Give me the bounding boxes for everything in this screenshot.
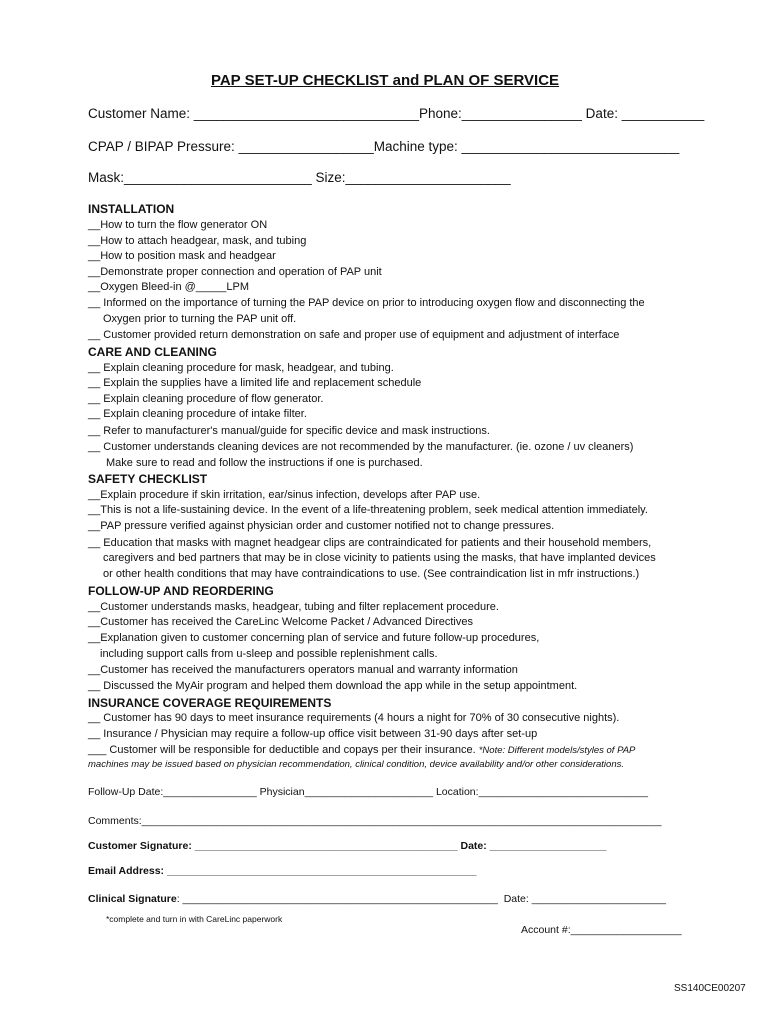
form-code: SS140CE00207 bbox=[674, 983, 746, 994]
followup-item: __Customer understands masks, headgear, tubing and filter replacement procedure. bbox=[88, 601, 499, 613]
followup-item-continued: including support calls from u-sleep and possible replenishment calls. bbox=[100, 648, 438, 660]
insurance-item: __ Insurance / Physician may require a follow-up office visit between 31-90 days after set-up bbox=[88, 728, 538, 740]
safety-heading: SAFETY CHECKLIST bbox=[88, 472, 208, 486]
insurance-heading: INSURANCE COVERAGE REQUIREMENTS bbox=[88, 696, 332, 710]
account-number-line: Account #:___________________ bbox=[521, 924, 682, 936]
insurance-note-continued: machines may be issued based on physician recommendation, clinical condition, device availability and/or other considerations. bbox=[88, 759, 624, 770]
followup-heading: FOLLOW-UP AND REORDERING bbox=[88, 584, 274, 598]
installation-item: __How to turn the flow generator ON bbox=[88, 219, 268, 231]
followup-item: __Customer has received the CareLinc Welcome Packet / Advanced Directives bbox=[88, 616, 473, 628]
installation-item: __How to position mask and headgear bbox=[88, 250, 276, 262]
insurance-item: __ Customer has 90 days to meet insurance requirements (4 hours a night for 70% of 30 consecutive nights). bbox=[88, 712, 620, 724]
clinical-signature-field: : ______________________________________________________ Date: _______________________ bbox=[176, 893, 667, 905]
customer-signature-field: _____________________________________________ bbox=[194, 840, 458, 852]
safety-item: __ Education that masks with magnet headgear clips are contraindicated for patients and their household members, bbox=[88, 537, 652, 549]
installation-item: __ Informed on the importance of turning the PAP device on prior to introducing oxygen flow and disconnecting the bbox=[88, 297, 645, 309]
followup-item: __ Discussed the MyAir program and helped them download the app while in the setup appointment. bbox=[88, 680, 578, 692]
care-item: __ Customer understands cleaning devices are not recommended by the manufacturer. (ie. ozone / uv cleaners) bbox=[88, 441, 634, 453]
complete-note: *complete and turn in with CareLinc paperwork bbox=[106, 914, 283, 924]
installation-item: __How to attach headgear, mask, and tubing bbox=[88, 235, 307, 247]
customer-info-line: Customer Name: ______________________________Phone:________________ Date: ___________ bbox=[88, 106, 705, 121]
pressure-machine-line: CPAP / BIPAP Pressure: __________________Machine type: _____________________________ bbox=[88, 139, 680, 154]
email-address-line bbox=[88, 865, 476, 877]
safety-item-continued: caregivers and bed partners that may be in close vicinity to patients using the masks, that have implanted devices bbox=[103, 552, 656, 564]
care-item-continued: Make sure to read and follow the instructions if one is purchased. bbox=[106, 457, 423, 469]
installation-item: __ Customer provided return demonstration on safe and proper use of equipment and adjustment of interface bbox=[88, 329, 620, 341]
insurance-item-text: ___ Customer will be responsible for deductible and copays per their insurance. bbox=[88, 744, 476, 756]
care-item: __ Explain the supplies have a limited life and replacement schedule bbox=[88, 377, 422, 389]
customer-signature-label: Customer Signature: bbox=[88, 840, 192, 852]
clinical-signature-line bbox=[88, 893, 666, 905]
clinical-signature-label: Clinical Signature bbox=[88, 893, 177, 905]
care-item: __ Refer to manufacturer's manual/guide for specific device and mask instructions. bbox=[88, 425, 490, 437]
followup-item: __Explanation given to customer concerning plan of service and future follow-up procedures, bbox=[88, 632, 540, 644]
care-item: __ Explain cleaning procedure for mask, headgear, and tubing. bbox=[88, 362, 394, 374]
installation-item: __Demonstrate proper connection and operation of PAP unit bbox=[88, 266, 382, 278]
email-address-label: Email Address: bbox=[88, 865, 165, 877]
customer-date-field: Date: ____________________ bbox=[460, 840, 607, 852]
care-item: __ Explain cleaning procedure of flow generator. bbox=[88, 393, 324, 405]
email-address-field: _____________________________________________________ bbox=[166, 865, 477, 877]
insurance-note: *Note: Different models/styles of PAP bbox=[478, 745, 636, 756]
safety-item: __This is not a life-sustaining device. In the event of a life-threatening problem, seek medical attention immediately. bbox=[88, 504, 648, 516]
comments-line: Comments:_________________________________________________________________________________________ bbox=[88, 815, 662, 827]
installation-heading: INSTALLATION bbox=[88, 202, 175, 216]
customer-signature-line bbox=[88, 840, 606, 852]
safety-item: __PAP pressure verified against physician order and customer notified not to change pressures. bbox=[88, 520, 555, 532]
safety-item-continued: or other health conditions that may have contraindications to use. (See contraindication list in mfr instructions.) bbox=[103, 568, 640, 580]
installation-item-continued: Oxygen prior to turning the PAP unit off. bbox=[103, 313, 297, 325]
safety-item: __Explain procedure if skin irritation, ear/sinus infection, develops after PAP use. bbox=[88, 489, 481, 501]
page-title: PAP SET-UP CHECKLIST and PLAN OF SERVICE bbox=[210, 72, 560, 89]
followup-item: __Customer has received the manufacturers operators manual and warranty information bbox=[88, 664, 518, 676]
followup-date-physician-location-line: Follow-Up Date:________________ Physician______________________ Location:_____________________________ bbox=[88, 786, 648, 798]
mask-size-line: Mask:_________________________ Size:______________________ bbox=[88, 170, 511, 185]
care-cleaning-heading: CARE AND CLEANING bbox=[88, 345, 217, 359]
installation-item: __Oxygen Bleed-in @_____LPM bbox=[88, 281, 249, 293]
care-item: __ Explain cleaning procedure of intake filter. bbox=[88, 408, 307, 420]
insurance-item-with-note bbox=[88, 744, 635, 756]
